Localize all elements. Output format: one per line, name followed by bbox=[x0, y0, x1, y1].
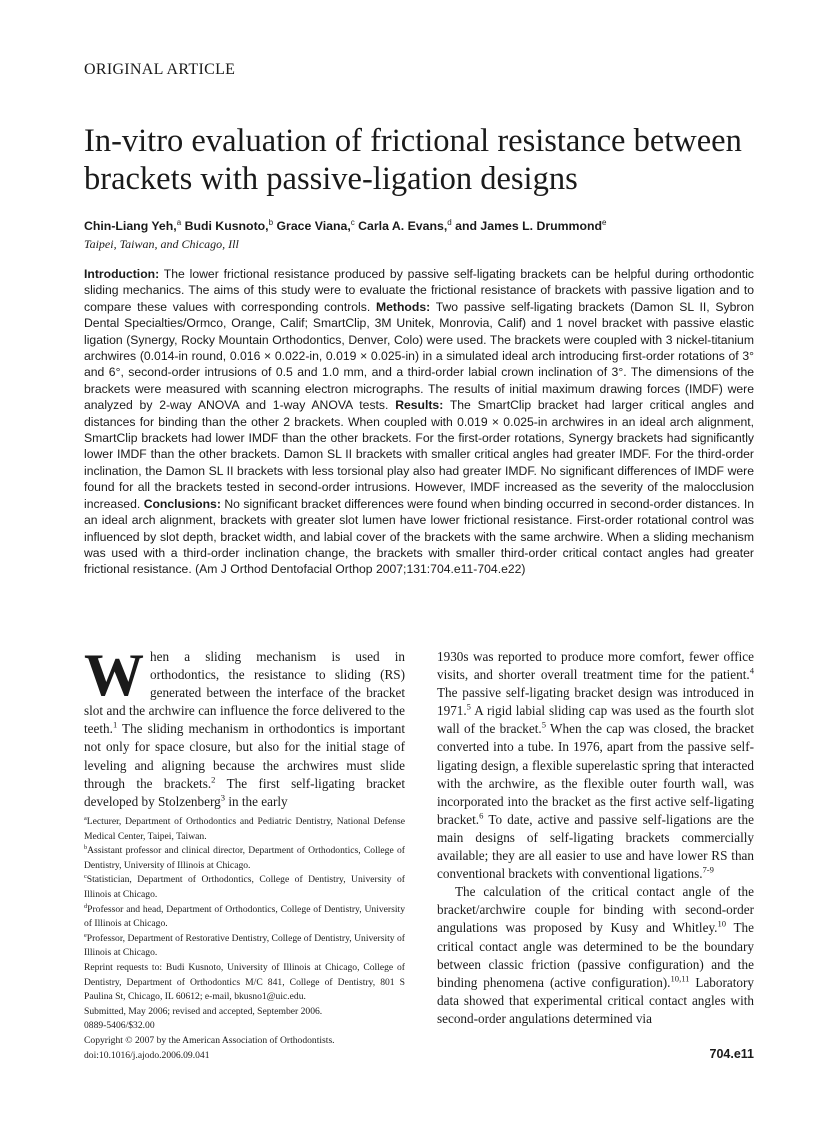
abstract-introduction: The lower frictional resistance produced by passive self-ligating brackets can be helpful during orthodontic sliding mechanics. The aims of this study were to evaluate the frictional resistance of brackets with passive ligation and to compare these values with corresponding controls. bbox=[84, 267, 754, 314]
abstract-heading-results: Results: bbox=[395, 398, 444, 413]
author bbox=[181, 219, 273, 233]
footnote-text: Professor and head, Department of Orthodontics, College of Dentistry, University of Illinois at Chicago. bbox=[84, 903, 405, 930]
author-name: and James L. Drummond bbox=[451, 219, 603, 233]
footnote-text: doi:10.1016/j.ajodo.2006.09.041 bbox=[84, 1049, 210, 1061]
text-run: The sliding mechanism in orthodontics is important not only for space closure, but also for the initial stage of leveling and aligning because the archwires must slide through the brackets. bbox=[84, 721, 405, 791]
footnote-mark: d bbox=[84, 902, 88, 910]
citation-mark: 5 bbox=[541, 719, 547, 730]
footnote bbox=[84, 815, 405, 844]
footnote-text: Assistant professor and clinical director, Department of Orthodontics, College of Dentistry, University of Illinois at Chicago. bbox=[84, 845, 405, 871]
citation-mark: 2 bbox=[211, 774, 216, 785]
citation-mark: 4 bbox=[749, 665, 754, 676]
author bbox=[355, 219, 452, 233]
author bbox=[452, 219, 607, 233]
abstract-results: The SmartClip bracket had larger critical angles and distances for binding than the other 2 brackets. When coupled with 0.019 × 0.025-in archwires in an ideal arch alignment, SmartClip brackets had lower IMDF than the other brackets. For the first-order rotations, Synergy brackets had significantly lower IMDF than the other brackets. Damon SL II brackets with smaller critical angles had greater IMDF. For the third-order inclination, the Damon SL II brackets with less torsional play also had greater IMDF. No significant differences of IMDF were found for all the brackets tested in second-order intrusions. However, IMDF increased as the severity of the malocclusion increased. bbox=[84, 398, 755, 511]
author-affiliation-mark: d bbox=[447, 217, 452, 227]
author-name: Budi Kusnoto, bbox=[181, 219, 269, 233]
citation-mark: 1 bbox=[112, 719, 118, 730]
paragraph bbox=[437, 883, 754, 1028]
footnotes bbox=[84, 815, 405, 1063]
author-affiliation-mark: e bbox=[602, 217, 607, 227]
footnote bbox=[84, 1049, 405, 1064]
author bbox=[84, 219, 181, 233]
text-run: The calculation of the critical contact angle of the bracket/archwire couple for binding with second-order angulations was proposed by Kusy and Whitley. bbox=[437, 884, 754, 936]
footnote-mark: a bbox=[84, 814, 87, 822]
citation-mark: 10 bbox=[717, 919, 727, 930]
footnote-mark: e bbox=[84, 931, 87, 939]
drop-cap: W bbox=[84, 642, 144, 708]
body-column-left bbox=[84, 642, 405, 811]
text-run: in the early bbox=[225, 793, 288, 809]
text-run: hen a sliding mechanism is used in orthodontics, the resistance to sliding (RS) generated between the interface of the bracket slot and the archwire can influence the force delivered to the teeth. bbox=[84, 649, 405, 737]
abstract-heading-introduction: Introduction: bbox=[84, 267, 160, 281]
column-paragraphs bbox=[437, 648, 754, 1028]
citation-mark: 5 bbox=[466, 701, 471, 712]
footnote bbox=[84, 873, 405, 902]
text-run: The passive self-ligating bracket design was introduced in 1971. bbox=[437, 685, 754, 719]
author-affiliation-mark: b bbox=[268, 217, 274, 227]
author-affiliation-mark: a bbox=[176, 217, 182, 227]
footnote bbox=[84, 961, 405, 1005]
text-run: When the cap was closed, the bracket converted into a tube. In 1976, apart from the passive self-ligating design, a flexible superelastic spring that interacted with the archwire, as the flexible outer fourth wall, was incorporated into the bracket as the first active self-ligating bracket. bbox=[437, 721, 754, 827]
text-run: 1930s was reported to produce more comfort, fewer office visits, and shorter overall treatment time for the patient. bbox=[437, 649, 754, 683]
abstract-conclusions: No significant bracket differences were found when binding occurred in second-order distances. In an ideal arch alignment, brackets with greater slot lumen have lower frictional resistance. First-order rotational control was influenced by slot depth, bracket width, and labial cover of the brackets with the same archwire. When a sliding mechanism was used with a third-order inclination change, the brackets with smaller third-order critical contact angles had greater frictional resistance. (Am J Orthod Dentofacial Orthop 2007;131:704.e11-704.e22) bbox=[84, 496, 754, 577]
text-run: A rigid labial sliding cap was used as the fourth slot wall of the bracket. bbox=[437, 703, 754, 737]
author-location: Taipei, Taiwan, and Chicago, Ill bbox=[84, 237, 239, 251]
text-run: The first self-ligating bracket developed by Stolzenberg bbox=[84, 775, 405, 809]
abstract-heading-conclusions: Conclusions: bbox=[143, 496, 221, 511]
footnote-text: Professor, Department of Restorative Dentistry, College of Dentistry, University of Illinois at Chicago. bbox=[84, 932, 405, 959]
footnote-text: Lecturer, Department of Orthodontics and Pediatric Dentistry, National Defense Medical Center, Taipei, Taiwan. bbox=[84, 816, 405, 842]
footnote-text: Copyright © 2007 by the American Association of Orthodontists. bbox=[84, 1034, 335, 1046]
footnote-text: 0889-5406/$32.00 bbox=[84, 1020, 155, 1032]
author-affiliation-mark: c bbox=[350, 217, 355, 227]
footnote bbox=[84, 1005, 405, 1020]
text-run: The critical contact angle was determined to be the boundary between classic friction (passive configuration) and the binding phenomena (active configuration). bbox=[437, 920, 755, 990]
abstract-methods: Two passive self-ligating brackets (Damon SL II, Sybron Dental Specialties/Ormco, Orange, Calif; SmartClip, 3M Unitek, Monrovia, Calif) and 1 novel bracket with passive elastic ligation (Synergy, Rocky Mountain Orthodontics, Denver, Colo) were used. The brackets were coupled with 3 nickel-titanium archwires (0.014-in round, 0.016 × 0.022-in, 0.019 × 0.025-in) in a simulated ideal arch introducing first-order rotations of 3° and 6°, second-order intrusions of 0.5 and 1.0 mm, and a third-order labial crown inclination of 3°. The dimensions of the brackets were measured with scanning electron micrographs. The results of initial maximum drawing forces (IMDF) were analyzed by 2-way ANOVA and 1-way ANOVA tests. bbox=[84, 299, 754, 413]
page-number: 704.e11 bbox=[709, 1047, 754, 1061]
footnote-mark: c bbox=[84, 873, 87, 881]
footnote bbox=[84, 932, 405, 961]
author-name: Chin-Liang Yeh, bbox=[84, 219, 177, 233]
footnote-mark: b bbox=[84, 844, 88, 851]
author-name: Grace Viana, bbox=[273, 219, 351, 233]
citation-mark: 3 bbox=[220, 792, 226, 803]
citation-mark: 10,11 bbox=[670, 973, 690, 984]
footnote-text: Reprint requests to: Budi Kusnoto, University of Illinois at Chicago, College of Dentistry, Department of Orthodontics M/C 841, College of Dentistry, 801 S Paulina St, Chicago, IL 60612; e-mail, bkusno1@uic.edu. bbox=[84, 961, 405, 1003]
paragraph bbox=[437, 648, 754, 883]
body-column-right bbox=[437, 648, 754, 1028]
citation-mark: 7-9 bbox=[702, 864, 714, 875]
author-list bbox=[84, 219, 606, 233]
text-run: To date, active and passive self-ligations are the main designs of self-ligating brackets commercially available; they are all easier to use and have lower RS than conventional brackets with conventional ligations. bbox=[437, 811, 754, 882]
footnote bbox=[84, 844, 405, 873]
article-title: In-vitro evaluation of frictional resistance between brackets with passive-ligation designs bbox=[84, 123, 742, 197]
author-name: Carla A. Evans, bbox=[354, 219, 448, 233]
text-run: Laboratory data showed that experimental critical contact angles with second-order angulations determined via bbox=[437, 974, 754, 1026]
author bbox=[273, 219, 355, 233]
footnote-text: Submitted, May 2006; revised and accepted, September 2006. bbox=[84, 1005, 323, 1017]
footnote-text: Statistician, Department of Orthodontics, College of Dentistry, University of Illinois at Chicago. bbox=[84, 874, 405, 900]
footnote bbox=[84, 1034, 405, 1049]
abstract bbox=[84, 266, 754, 578]
footnote bbox=[84, 903, 405, 932]
citation-mark: 6 bbox=[479, 810, 484, 821]
section-label: ORIGINAL ARTICLE bbox=[84, 61, 236, 78]
abstract-heading-methods: Methods: bbox=[376, 299, 431, 314]
footnote bbox=[84, 1019, 405, 1034]
